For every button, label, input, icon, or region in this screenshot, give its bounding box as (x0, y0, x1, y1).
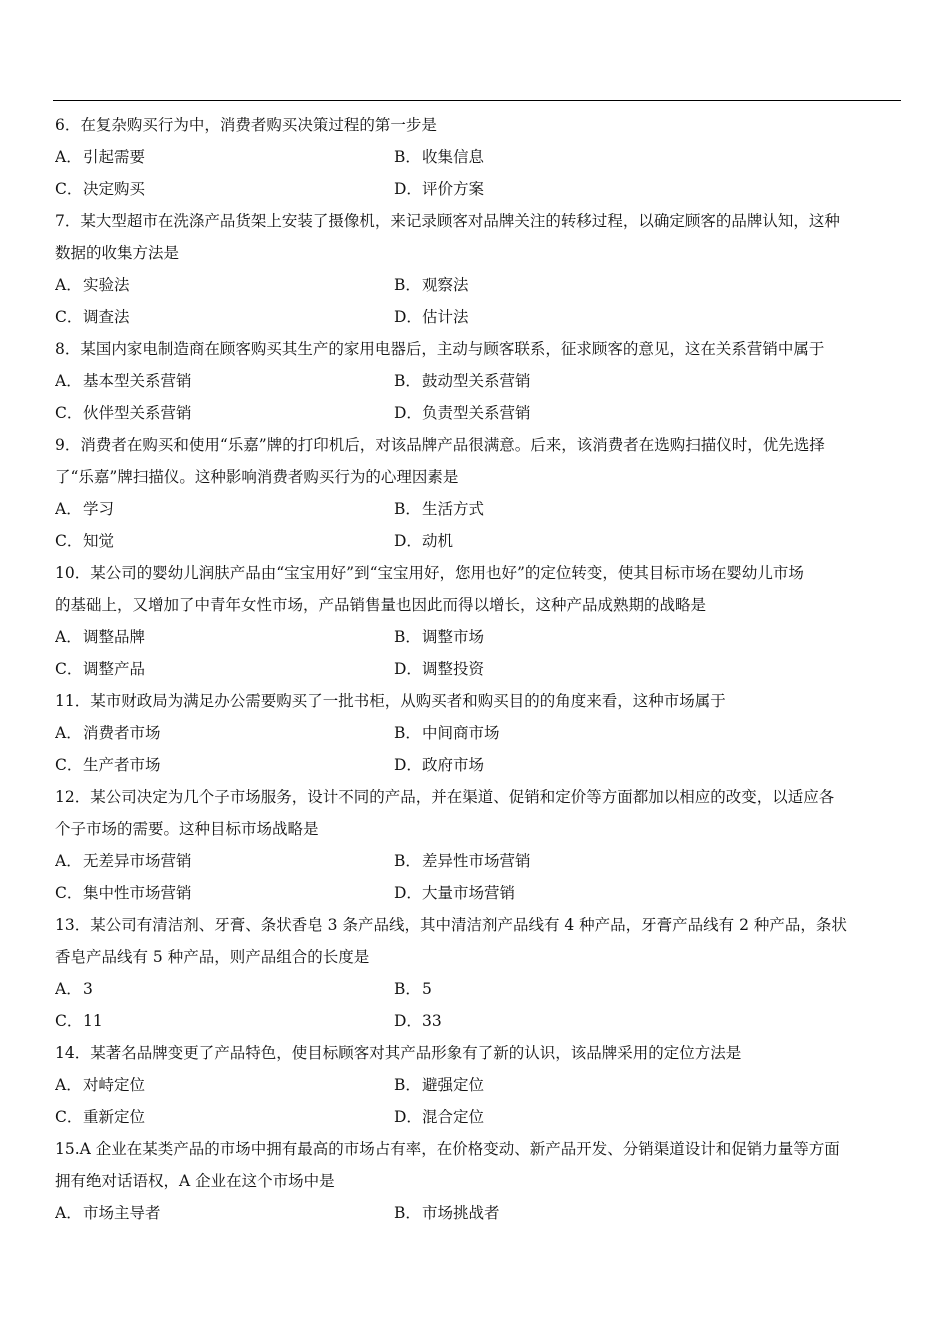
option-letter: C． (55, 308, 83, 326)
answer-option (394, 525, 453, 557)
answer-option (394, 749, 484, 781)
answer-option (55, 877, 394, 909)
option-text: 调整品牌 (83, 628, 146, 646)
option-text: 33 (422, 1012, 442, 1030)
option-letter: A． (55, 372, 82, 390)
answer-option (394, 397, 531, 429)
question-stem-line: 12．某公司决定为几个子市场服务，设计不同的产品，并在渠道、促销和定价等方面都加以相应的改变，以适应各 (55, 788, 835, 806)
answer-option (55, 749, 394, 781)
option-text: 避强定位 (422, 1076, 485, 1094)
option-text: 观察法 (422, 276, 469, 294)
option-row (55, 141, 900, 173)
question-item (55, 429, 900, 557)
option-letter: B． (394, 148, 421, 166)
question-item (55, 1037, 900, 1133)
option-letter: D． (394, 660, 422, 678)
option-letter: B． (394, 1204, 421, 1222)
option-text: 调查法 (83, 308, 130, 326)
option-letter: B． (394, 372, 421, 390)
question-item (55, 1133, 900, 1229)
question-stem-line: 数据的收集方法是 (55, 244, 180, 262)
question-stem-line: 拥有绝对话语权，A 企业在这个市场中是 (55, 1172, 335, 1190)
question-item (55, 205, 900, 333)
option-letter: C． (55, 180, 83, 198)
option-letter: C． (55, 1108, 83, 1126)
question-stem-line: 香皂产品线有 5 种产品，则产品组合的长度是 (55, 948, 370, 966)
option-text: 市场主导者 (83, 1204, 161, 1222)
question-stem-line: 9．消费者在购买和使用“乐嘉”牌的打印机后，对该品牌产品很满意。后来，该消费者在选购扫描仪时，优先选择 (55, 436, 825, 454)
option-letter: B． (394, 1076, 421, 1094)
question-stem-line: 8．某国内家电制造商在顾客购买其生产的家用电器后，主动与顾客联系，征求顾客的意见，这在关系营销中属于 (55, 340, 825, 358)
option-text: 混合定位 (422, 1108, 485, 1126)
answer-option (55, 621, 394, 653)
option-text: 差异性市场营销 (422, 852, 531, 870)
option-letter: C． (55, 884, 83, 902)
option-letter: A． (55, 276, 82, 294)
answer-option (55, 973, 394, 1005)
answer-option (394, 141, 484, 173)
option-row (55, 653, 900, 685)
option-text: 调整市场 (422, 628, 485, 646)
answer-option (55, 141, 394, 173)
option-letter: D． (394, 884, 422, 902)
option-text: 实验法 (83, 276, 130, 294)
answer-option (394, 1197, 500, 1229)
option-letter: D． (394, 1108, 422, 1126)
answer-option (55, 845, 394, 877)
option-text: 引起需要 (83, 148, 146, 166)
question-item (55, 109, 900, 205)
option-text: 生活方式 (422, 500, 485, 518)
option-letter: A． (55, 1076, 82, 1094)
answer-option (55, 1069, 394, 1101)
option-text: 基本型关系营销 (83, 372, 192, 390)
option-row (55, 845, 900, 877)
question-list (55, 109, 900, 1229)
answer-option (55, 525, 394, 557)
answer-option (55, 1197, 394, 1229)
answer-option (55, 365, 394, 397)
answer-option (55, 717, 394, 749)
option-letter: B． (394, 276, 421, 294)
option-row (55, 877, 900, 909)
option-row (55, 621, 900, 653)
option-letter: D． (394, 180, 422, 198)
answer-option (394, 973, 432, 1005)
option-letter: A． (55, 980, 82, 998)
answer-option (394, 877, 515, 909)
top-rule (53, 100, 901, 101)
answer-option (394, 621, 484, 653)
option-letter: C． (55, 1012, 83, 1030)
option-text: 3 (83, 980, 93, 998)
answer-option (55, 173, 394, 205)
question-item (55, 781, 900, 909)
option-text: 11 (83, 1012, 103, 1030)
option-letter: B． (394, 628, 421, 646)
option-row (55, 717, 900, 749)
option-letter: D． (394, 756, 422, 774)
option-text: 伙伴型关系营销 (83, 404, 192, 422)
option-text: 知觉 (83, 532, 115, 550)
option-text: 无差异市场营销 (83, 852, 192, 870)
answer-option (394, 653, 484, 685)
option-text: 消费者市场 (83, 724, 161, 742)
answer-option (55, 269, 394, 301)
option-row (55, 173, 900, 205)
option-letter: D． (394, 1012, 422, 1030)
answer-option (394, 365, 531, 397)
question-stem-line: 了“乐嘉”牌扫描仪。这种影响消费者购买行为的心理因素是 (55, 468, 459, 486)
option-letter: D． (394, 308, 422, 326)
answer-option (394, 301, 469, 333)
option-letter: A． (55, 148, 82, 166)
answer-option (394, 845, 531, 877)
option-row (55, 1101, 900, 1133)
option-text: 动机 (422, 532, 454, 550)
answer-option (55, 397, 394, 429)
answer-option (55, 1101, 394, 1133)
question-item (55, 557, 900, 685)
answer-option (394, 1005, 442, 1037)
question-stem-line: 个子市场的需要。这种目标市场战略是 (55, 820, 319, 838)
option-letter: C． (55, 532, 83, 550)
option-text: 市场挑战者 (422, 1204, 500, 1222)
option-row (55, 525, 900, 557)
option-text: 大量市场营销 (422, 884, 516, 902)
option-text: 对峙定位 (83, 1076, 146, 1094)
option-letter: A． (55, 724, 82, 742)
option-row (55, 397, 900, 429)
option-letter: A． (55, 500, 82, 518)
answer-option (55, 301, 394, 333)
option-letter: B． (394, 724, 421, 742)
option-text: 调整产品 (83, 660, 146, 678)
option-text: 决定购买 (83, 180, 146, 198)
question-stem-line: 14．某著名品牌变更了产品特色，使目标顾客对其产品形象有了新的认识，该品牌采用的定位方法是 (55, 1044, 742, 1062)
option-text: 收集信息 (422, 148, 485, 166)
option-text: 生产者市场 (83, 756, 161, 774)
question-stem-line: 6．在复杂购买行为中，消费者购买决策过程的第一步是 (55, 116, 437, 134)
question-stem-line: 的基础上，又增加了中青年女性市场，产品销售量也因此而得以增长，这种产品成熟期的战略是 (55, 596, 707, 614)
option-text: 5 (422, 980, 432, 998)
option-row (55, 493, 900, 525)
option-letter: D． (394, 404, 422, 422)
question-stem-line: 13．某公司有清洁剂、牙膏、条状香皂 3 条产品线，其中清洁剂产品线有 4 种产品，牙膏产品线有 2 种产品，条状 (55, 916, 847, 934)
option-letter: C． (55, 660, 83, 678)
option-text: 集中性市场营销 (83, 884, 192, 902)
answer-option (394, 493, 484, 525)
answer-option (55, 493, 394, 525)
question-stem-line: 10．某公司的婴幼儿润肤产品由“宝宝用好”到“宝宝用好，您用也好”的定位转变，使其目标市场在婴幼儿市场 (55, 564, 804, 582)
option-row (55, 749, 900, 781)
question-item (55, 685, 900, 781)
option-text: 政府市场 (422, 756, 485, 774)
option-text: 负责型关系营销 (422, 404, 531, 422)
option-text: 学习 (83, 500, 115, 518)
option-letter: A． (55, 628, 82, 646)
answer-option (394, 269, 469, 301)
option-letter: C． (55, 756, 83, 774)
option-text: 调整投资 (422, 660, 485, 678)
option-text: 评价方案 (422, 180, 485, 198)
option-letter: B． (394, 980, 421, 998)
question-item (55, 909, 900, 1037)
option-letter: B． (394, 852, 421, 870)
option-row (55, 1069, 900, 1101)
answer-option (55, 1005, 394, 1037)
answer-option (55, 653, 394, 685)
option-letter: A． (55, 852, 82, 870)
question-stem-line: 11．某市财政局为满足办公需要购买了一批书柜，从购买者和购买目的的角度来看，这种市场属于 (55, 692, 726, 710)
option-row (55, 1005, 900, 1037)
option-row (55, 365, 900, 397)
option-text: 中间商市场 (422, 724, 500, 742)
answer-option (394, 717, 500, 749)
question-stem-line: 15.A 企业在某类产品的市场中拥有最高的市场占有率，在价格变动、新产品开发、分销渠道设计和促销力量等方面 (55, 1140, 840, 1158)
option-row (55, 973, 900, 1005)
answer-option (394, 1101, 484, 1133)
answer-option (394, 1069, 484, 1101)
option-text: 估计法 (422, 308, 469, 326)
option-text: 重新定位 (83, 1108, 146, 1126)
answer-option (394, 173, 484, 205)
option-letter: B． (394, 500, 421, 518)
option-letter: A． (55, 1204, 82, 1222)
question-item (55, 333, 900, 429)
option-letter: D． (394, 532, 422, 550)
question-stem-line: 7．某大型超市在洗涤产品货架上安装了摄像机，来记录顾客对品牌关注的转移过程，以确定顾客的品牌认知，这种 (55, 212, 840, 230)
option-letter: C． (55, 404, 83, 422)
option-row (55, 269, 900, 301)
option-row (55, 1197, 900, 1229)
option-row (55, 301, 900, 333)
option-text: 鼓动型关系营销 (422, 372, 531, 390)
